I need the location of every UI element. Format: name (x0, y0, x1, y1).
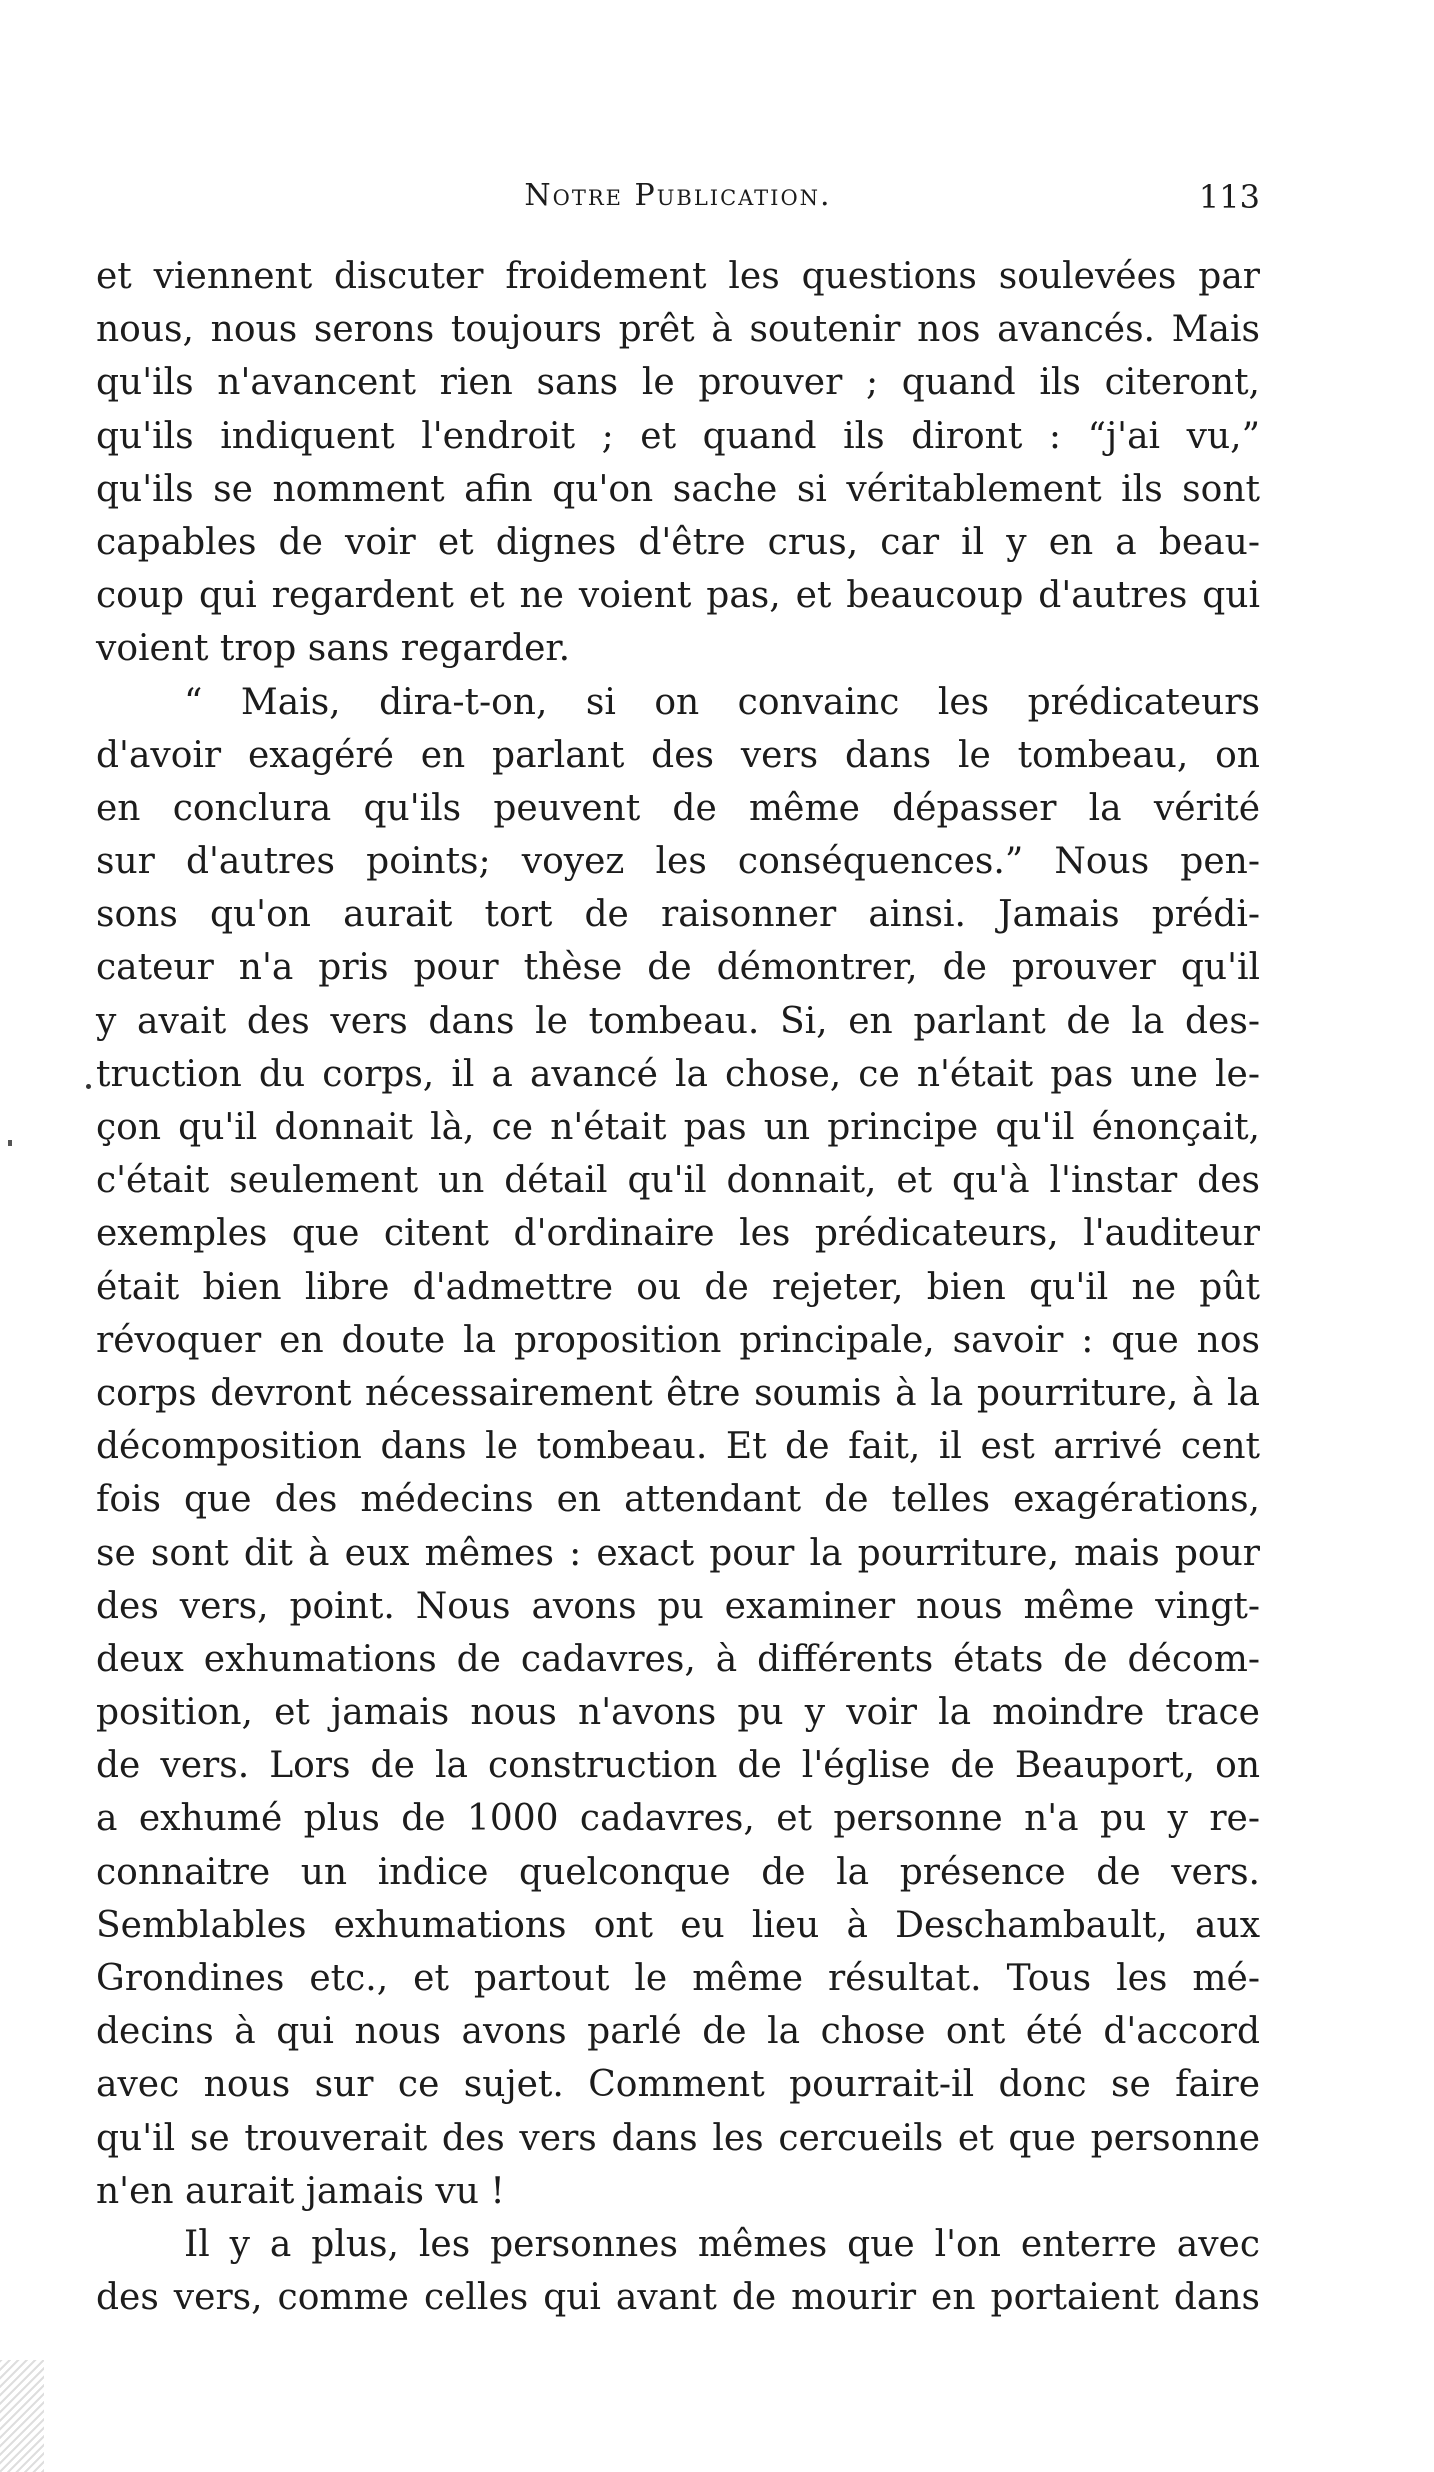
text-line: truction du corps, il a avancé la chose, ce n'était pas une le- (96, 1053, 1260, 1095)
text-line: connaitre un indice quelconque de la présence de vers. (96, 1851, 1260, 1893)
page-number: 113 (1198, 178, 1260, 216)
text-line: des vers, comme celles qui avant de mourir en portaient dans (96, 2277, 1260, 2319)
text-line: capables de voir et dignes d'être crus, car il y en a beau- (96, 521, 1260, 563)
text-line: qu'ils n'avancent rien sans le prouver ; quand ils citeront, (96, 362, 1260, 404)
page-header (96, 178, 1260, 230)
text-line: y avait des vers dans le tombeau. Si, en parlant de la des- (96, 1000, 1260, 1042)
text-line: révoquer en doute la proposition principale, savoir : que nos (96, 1319, 1260, 1361)
text-line: coup qui regardent et ne voient pas, et beaucoup d'autres qui (96, 575, 1260, 617)
text-line: se sont dit à eux mêmes : exact pour la pourriture, mais pour (96, 1532, 1260, 1574)
text-line: “ Mais, dira-t-on, si on convainc les prédicateurs (184, 681, 1260, 723)
text-line: Semblables exhumations ont eu lieu à Deschambault, aux (96, 1904, 1260, 1946)
text-line: avec nous sur ce sujet. Comment pourrait-il donc se faire (96, 2064, 1260, 2106)
body-text (96, 250, 1260, 2324)
text-line: n'en aurait jamais vu ! (96, 2170, 505, 2212)
text-line: était bien libre d'admettre ou de rejeter, bien qu'il ne pût (96, 1266, 1260, 1308)
text-line: qu'il se trouverait des vers dans les cercueils et que personne (96, 2117, 1260, 2159)
text-line: et viennent discuter froidement les questions soulevées par (96, 256, 1260, 297)
text-line: de vers. Lors de la construction de l'église de Beauport, on (96, 1745, 1260, 1787)
text-line: çon qu'il donnait là, ce n'était pas un principe qu'il énonçait, (96, 1107, 1260, 1148)
text-line: position, et jamais nous n'avons pu y voir la moindre trace (96, 1692, 1260, 1734)
text-line: c'était seulement un détail qu'il donnait, et qu'à l'instar des (96, 1160, 1260, 1202)
scan-speck (8, 1140, 12, 1146)
margin-dot (86, 1084, 91, 1089)
text-line: d'avoir exagéré en parlant des vers dans le tombeau, on (96, 734, 1260, 776)
text-line: fois que des médecins en attendant de telles exagérations, (96, 1479, 1260, 1521)
text-line: deux exhumations de cadavres, à différents états de décom- (96, 1638, 1260, 1680)
text-line: Il y a plus, les personnes mêmes que l'on enterre avec (184, 2223, 1260, 2265)
text-line: sur d'autres points; voyez les conséquences.” Nous pen- (96, 841, 1260, 883)
text-line: Grondines etc., et partout le même résultat. Tous les mé- (96, 1958, 1260, 1999)
text-line: exemples que citent d'ordinaire les prédicateurs, l'auditeur (96, 1213, 1260, 1255)
scan-edge-noise (0, 2360, 44, 2472)
text-line: décomposition dans le tombeau. Et de fait, il est arrivé cent (96, 1426, 1260, 1468)
text-line: corps devront nécessairement être soumis à la pourriture, à la (96, 1372, 1260, 1414)
text-line: decins à qui nous avons parlé de la chose ont été d'accord (96, 2011, 1260, 2053)
text-line: en conclura qu'ils peuvent de même dépasser la vérité (96, 787, 1260, 829)
text-line: qu'ils se nomment afin qu'on sache si véritablement ils sont (96, 468, 1260, 510)
text-line: sons qu'on aurait tort de raisonner ainsi. Jamais prédi- (96, 894, 1260, 936)
running-title: Notre Publication. (524, 178, 832, 213)
text-line: cateur n'a pris pour thèse de démontrer, de prouver qu'il (96, 947, 1260, 989)
text-line: des vers, point. Nous avons pu examiner nous même vingt- (96, 1585, 1260, 1627)
text-line: a exhumé plus de 1000 cadavres, et personne n'a pu y re- (96, 1798, 1260, 1840)
text-line: voient trop sans regarder. (96, 628, 571, 670)
text-line: nous, nous serons toujours prêt à soutenir nos avancés. Mais (96, 309, 1260, 351)
text-line: qu'ils indiquent l'endroit ; et quand ils diront : “j'ai vu,” (96, 415, 1260, 457)
